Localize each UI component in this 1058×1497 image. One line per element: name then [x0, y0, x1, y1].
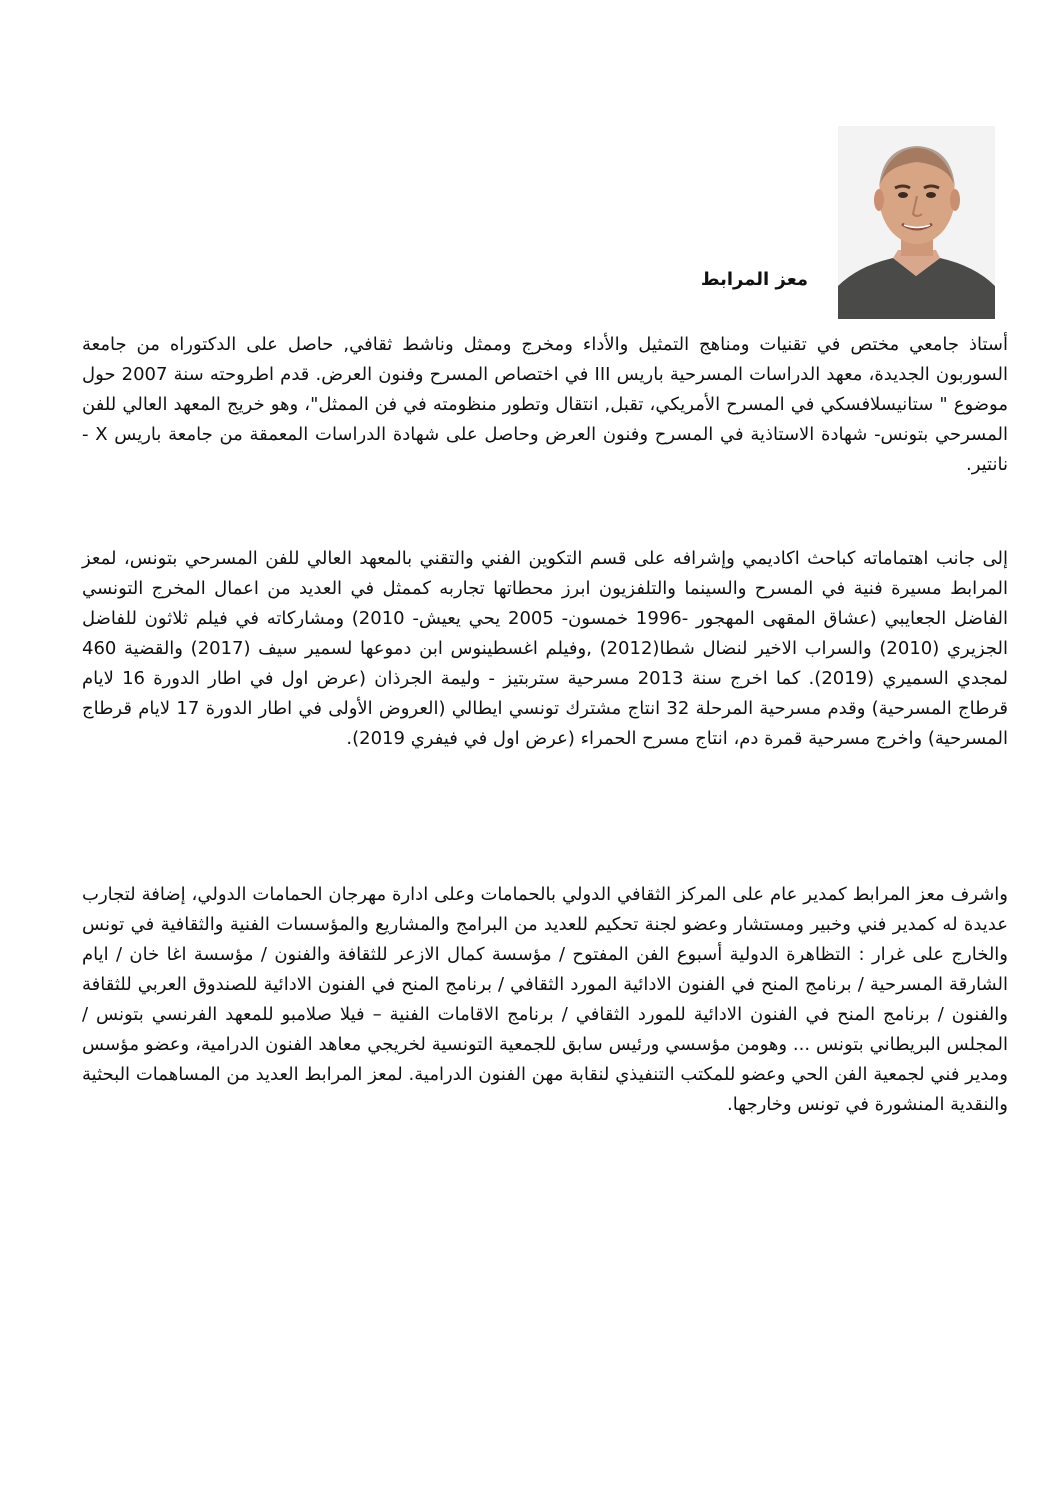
bio-paragraph-3: واشرف معز المرابط كمدير عام على المركز الثقافي الدولي بالحمامات وعلى ادارة مهرجان الحمامات الدولي، إضافة لتجارب عديدة له كمدير فني وخبير ومستشار وعضو لجنة تحكيم للعديد من البرامج والمشاريع والمؤسسات الفنية والثقافية في تونس والخارج على غرار : التظاهرة الدولية أسبوع الفن المفتوح / مؤسسة كمال الازعر للثقافة والفنون / مؤسسة اغا خان / ايام الشارقة المسرحية / برنامج المنح في الفنون الادائية المورد الثقافي / برنامج المنح في الفنون الادائية للصندوق العربي للثقافة والفنون / برنامج المنح في الفنون الادائية للمورد الثقافي / برنامج الاقامات الفنية – فيلا صلامبو للمعهد الفرنسي بتونس / المجلس البريطاني بتونس ... وهومن مؤسسي ورئيس سابق للجمعية التونسية لخريجي معاهد الفنون الدرامية، وعضو مؤسس ومدير فني لجمعية الفن الحي وعضو للمكتب التنفيذي لنقابة مهن الفنون الدرامية. لمعز المرابط العديد من المساهمات البحثية والنقدية المنشورة في تونس وخارجها.: [82, 884, 1008, 1115]
portrait-photo: [838, 126, 995, 319]
bio-paragraph-2: إلى جانب اهتماماته كباحث اكاديمي وإشرافه على قسم التكوين الفني والتقني بالمعهد العالي للفن المسرحي بتونس، لمعز المرابط مسيرة فنية في المسرح والسينما والتلفزيون ابرز محطاتها تجاربه كممثل في العديد من اعمال المخرج التونسي الفاضل الجعايبي (عشاق المقهى المهجور -1996 خمسون- 2005 يحي يعيش- 2010) ومشاركاته في فيلم ثلاثون للفاضل الجزيري (2010) والسراب الاخير لنضال شطا(2012) ,وفيلم اغسطينوس ابن دموعها لسمير سيف (2017) والقضية 460 لمجدي السميري (2019). كما اخرج سنة 2013 مسرحية ستربتيز - وليمة الجرذان (عرض اول في اطار الدورة 16 لايام قرطاج المسرحية) وقدم مسرحية المرحلة 32 انتاج مشترك تونسي ايطالي (العروض الأولى في اطار الدورة 17 لايام قرطاج المسرحية) واخرج مسرحية قمرة دم، انتاج مسرح الحمراء (عرض اول في فيفري 2019).: [82, 548, 1008, 749]
bio-paragraph-1: أستاذ جامعي مختص في تقنيات ومناهج التمثيل والأداء ومخرج وممثل وناشط ثقافي, حاصل على الدكتوراه من جامعة السوربون الجديدة، معهد الدراسات المسرحية باريس III في اختصاص المسرح وفنون العرض. قدم اطروحته سنة 2007 حول موضوع " ستانيسلافسكي في المسرح الأمريكي، تقبل, انتقال وتطور منظومته في فن الممثل"، وهو خريج المعهد العالي للفن المسرحي بتونس- شهادة الاستاذية في المسرح وفنون العرض وحاصل على شهادة الدراسات المعمقة من جامعة باريس X - نانتير.: [82, 334, 1008, 475]
person-name: معز المرابط: [700, 269, 808, 290]
portrait-illustration: [838, 126, 995, 319]
